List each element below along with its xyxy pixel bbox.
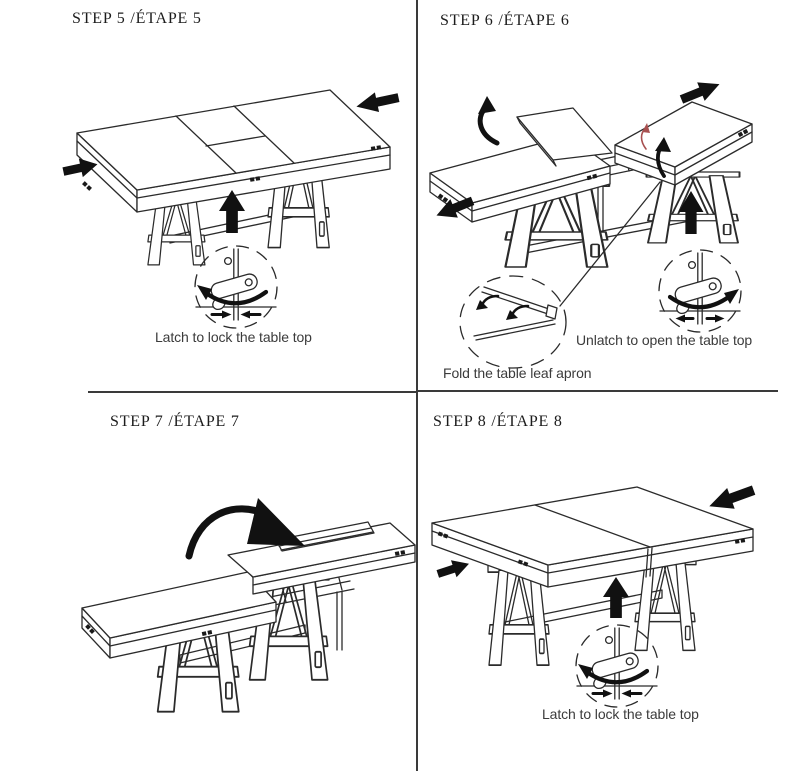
step5-illustration (61, 88, 400, 328)
step8-push-left-arrow-icon (435, 555, 472, 582)
step8-push-right-arrow-icon (706, 480, 758, 517)
step6-caption-unlatch: Unlatch to open the table top (576, 332, 753, 348)
step5-caption-latch: Latch to lock the table top (155, 329, 312, 345)
step8-caption-latch: Latch to lock the table top (542, 706, 699, 722)
step7-title: STEP 7 /ÉTAPE 7 (110, 413, 240, 430)
step6-illustration (430, 75, 752, 368)
step5-push-right-arrow-icon (354, 88, 400, 117)
step8-right-trestle-leg (634, 558, 696, 650)
step5-title: STEP 5 /ÉTAPE 5 (72, 10, 202, 27)
step8-title: STEP 8 /ÉTAPE 8 (433, 413, 563, 430)
step6-title: STEP 6 /ÉTAPE 6 (440, 12, 570, 29)
step6-caption-fold: Fold the table leaf apron (443, 365, 592, 381)
step8-illustration (432, 480, 757, 707)
vertical-divider (416, 0, 418, 771)
step7-place-leaf-arrowhead-icon (247, 498, 305, 546)
step5-latch-detail (195, 246, 277, 328)
step6-pull-right-arrow-icon (678, 75, 724, 109)
step6-latch-detail (659, 250, 741, 332)
step7-illustration (82, 498, 415, 712)
step8-tabletop (432, 487, 753, 587)
step8-latch-detail (576, 625, 658, 707)
horizontal-divider-left (88, 391, 416, 393)
horizontal-divider-right (418, 390, 778, 392)
step6-lift-curved-arrowhead-icon (478, 96, 496, 114)
